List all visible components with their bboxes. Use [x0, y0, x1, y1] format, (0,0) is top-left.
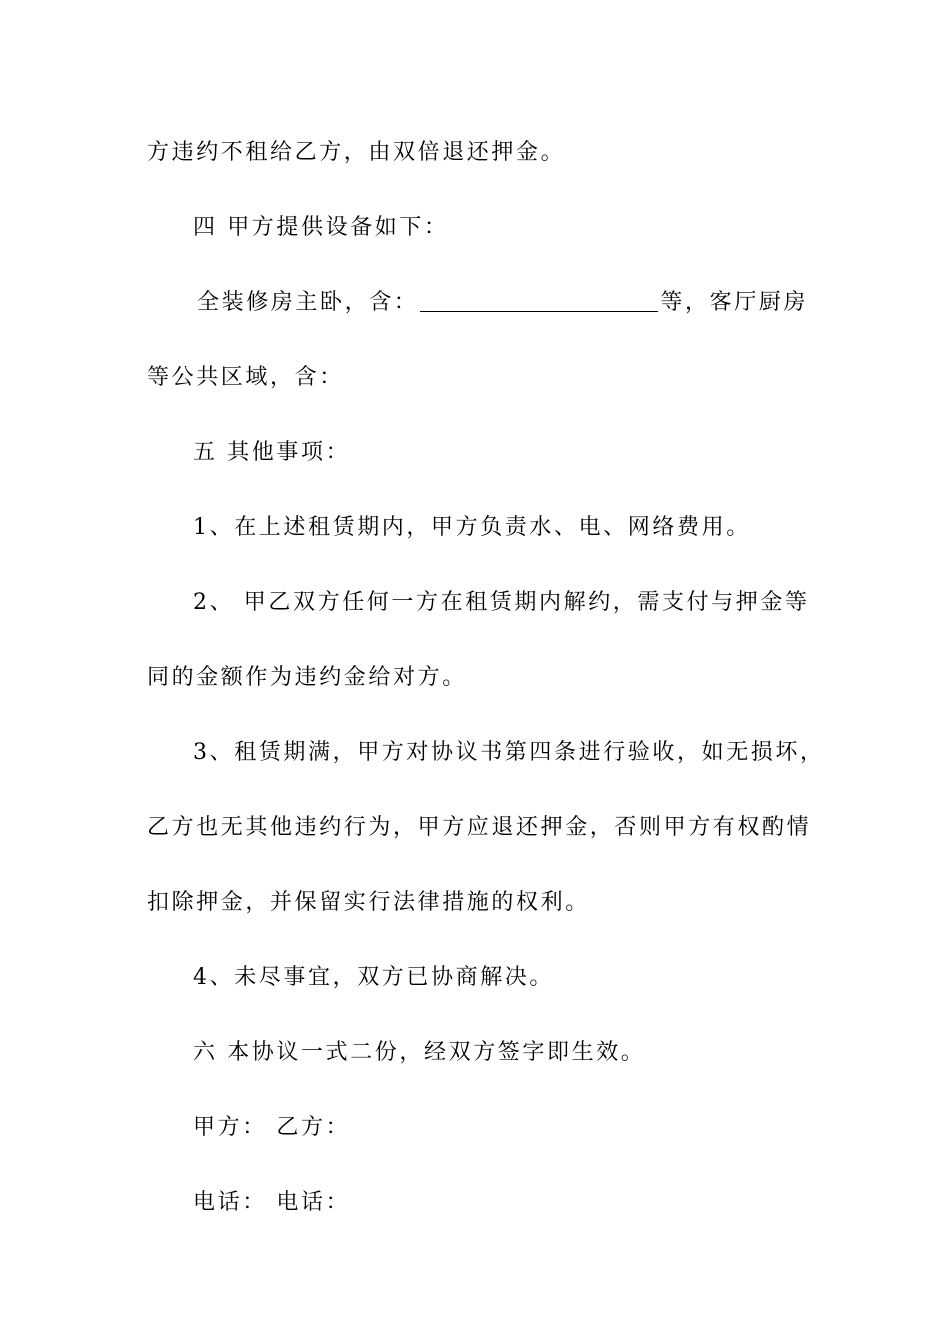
section-heading-5: 五 其他事项：	[193, 440, 351, 465]
section-heading-4: 四 甲方提供设备如下：	[193, 215, 449, 240]
paragraph-line: 等公共区域，含：	[147, 365, 344, 390]
equipment-bedroom-label: 全装修房主卧，含：	[197, 290, 419, 315]
item-3: 3、租赁期满，甲方对协议书第四条进行验收，如无损坏，	[193, 740, 825, 765]
signature-phones: 电话： 电话：	[193, 1190, 351, 1215]
signature-parties: 甲方： 乙方：	[193, 1115, 351, 1140]
item-2: 2、 甲乙双方任何一方在租赁期内解约，需支付与押金等	[193, 590, 810, 615]
fill-in-blank	[420, 310, 658, 312]
paragraph-line: 乙方也无其他违约行为，甲方应退还押金，否则甲方有权酌情	[147, 815, 812, 840]
paragraph-line: 方违约不租给乙方，由双倍退还押金。	[147, 140, 566, 165]
section-heading-6: 六 本协议一式二份，经双方签字即生效。	[193, 1040, 646, 1065]
paragraph-line-equipment	[197, 292, 808, 314]
paragraph-line: 同的金额作为违约金给对方。	[147, 665, 467, 690]
item-4: 4、未尽事宜，双方已协商解决。	[193, 965, 554, 990]
equipment-bedroom-suffix: 等，客厅厨房	[660, 290, 809, 315]
paragraph-line: 扣除押金，并保留实行法律措施的权利。	[147, 890, 590, 915]
item-1: 1、在上述租赁期内，甲方负责水、电、网络费用。	[193, 515, 751, 540]
